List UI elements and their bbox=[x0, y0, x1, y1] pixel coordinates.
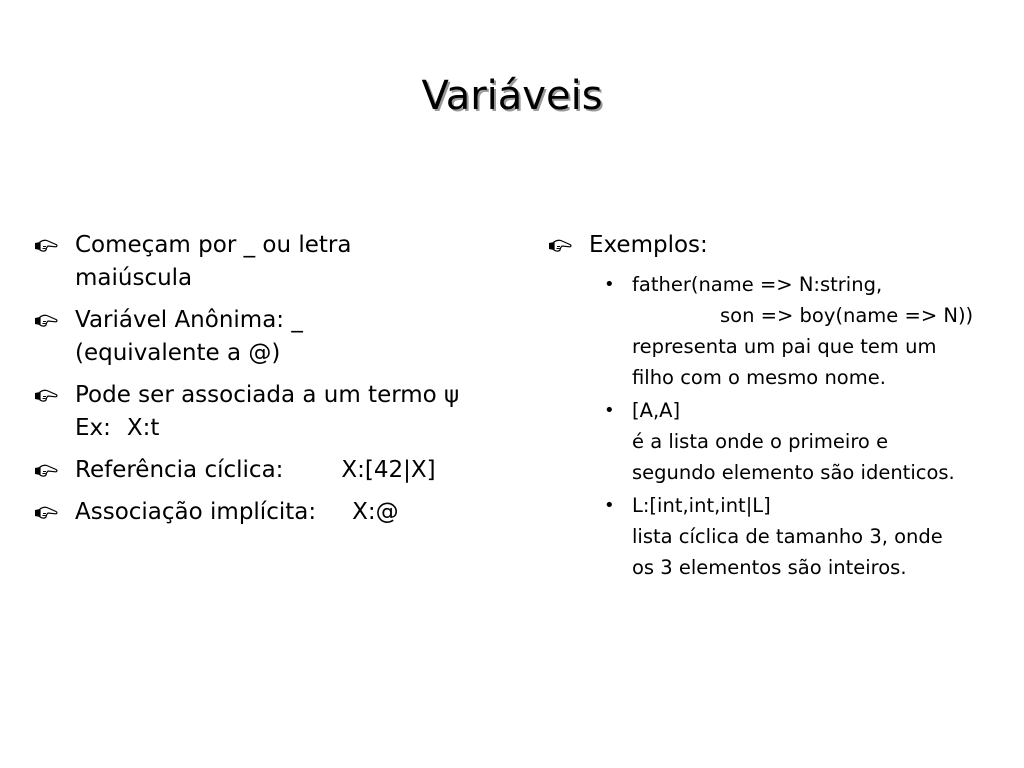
example-text: [A,A] bbox=[632, 399, 681, 422]
example-label: Ex: bbox=[75, 415, 111, 441]
list-item bbox=[548, 269, 1018, 393]
bullet-text: Pode ser associada a um termo ψ bbox=[75, 382, 460, 408]
bullet-item bbox=[34, 496, 524, 529]
bullet-item bbox=[34, 229, 524, 295]
bullet-dot: • bbox=[604, 274, 615, 295]
example-text: os 3 elementos são inteiros. bbox=[632, 556, 907, 579]
example-line bbox=[75, 412, 524, 445]
bullet-item bbox=[34, 379, 524, 445]
example-text: lista cíclica de tamanho 3, onde bbox=[632, 525, 943, 548]
examples-list bbox=[548, 269, 1018, 583]
example-text: son => boy(name => N)) bbox=[720, 304, 974, 327]
example-text: L:[int,int,int|L] bbox=[632, 494, 771, 517]
example-text: father(name => N:string, bbox=[632, 273, 883, 296]
pointing-hand-icon bbox=[548, 236, 572, 256]
right-column bbox=[548, 229, 1018, 585]
bullet-text: Começam por _ ou letra bbox=[75, 232, 352, 258]
slide-title: Variáveis bbox=[421, 73, 603, 119]
example-value: X:t bbox=[126, 415, 160, 441]
pointing-hand-icon bbox=[34, 503, 58, 523]
bullet-line bbox=[75, 454, 524, 487]
bullet-item bbox=[34, 304, 524, 370]
bullet-label: Referência cíclica: bbox=[75, 457, 284, 483]
bullet-line bbox=[75, 496, 524, 529]
pointing-hand-icon bbox=[34, 311, 58, 331]
bullet-item bbox=[548, 229, 1018, 262]
bullet-item bbox=[34, 454, 524, 487]
pointing-hand-icon bbox=[34, 461, 58, 481]
example-text: segundo elemento são identicos. bbox=[632, 461, 955, 484]
bullet-value: X:[42|X] bbox=[341, 457, 436, 483]
list-item bbox=[548, 490, 1018, 583]
pointing-hand-icon bbox=[34, 236, 58, 256]
bullet-dot: • bbox=[604, 495, 615, 516]
left-column bbox=[34, 229, 524, 538]
pointing-hand-icon bbox=[34, 386, 58, 406]
bullet-text: Exemplos: bbox=[589, 232, 708, 258]
bullet-value: X:@ bbox=[352, 499, 399, 525]
list-item bbox=[548, 395, 1018, 488]
example-text: representa um pai que tem um bbox=[632, 335, 937, 358]
bullet-text: (equivalente a @) bbox=[75, 340, 281, 366]
example-text: filho com o mesmo nome. bbox=[632, 366, 886, 389]
example-text: é a lista onde o primeiro e bbox=[632, 430, 889, 453]
bullet-text: Variável Anônima: _ bbox=[75, 307, 303, 333]
bullet-dot: • bbox=[604, 400, 615, 421]
bullet-label: Associação implícita: bbox=[75, 499, 317, 525]
bullet-text: maiúscula bbox=[75, 265, 193, 291]
